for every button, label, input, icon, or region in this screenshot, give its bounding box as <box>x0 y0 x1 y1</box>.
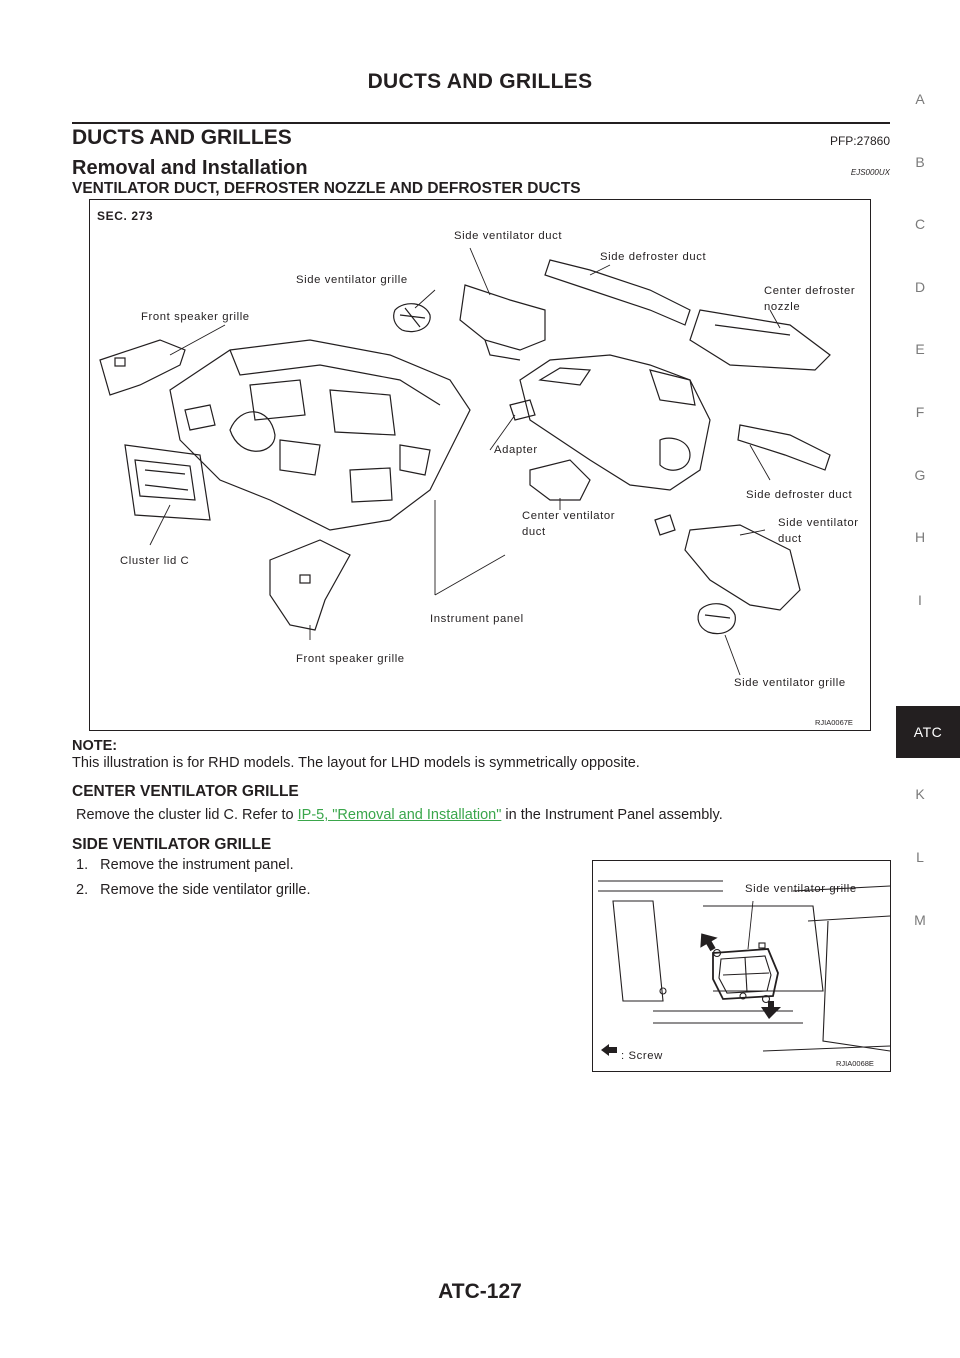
nav-g[interactable]: G <box>914 467 926 483</box>
nav-k[interactable]: K <box>915 786 925 802</box>
page-header-title: DUCTS AND GRILLES <box>367 70 593 93</box>
figure2-code: RJIA0068E <box>836 1059 874 1068</box>
nav-f[interactable]: F <box>915 404 925 420</box>
ventilator-heading: VENTILATOR DUCT, DEFROSTER NOZZLE AND DEFROSTER DUCTS <box>72 180 581 197</box>
center-grille-text <box>76 807 723 823</box>
note-label: NOTE: <box>72 738 118 754</box>
label-side-ventilator-grille-top: Side ventilator grille <box>296 274 408 286</box>
nav-a[interactable]: A <box>915 91 925 107</box>
subsection-title: Removal and Installation <box>72 157 308 179</box>
nav-e[interactable]: E <box>915 341 925 357</box>
figure-side-ventilator-grille <box>592 860 891 1072</box>
label-side-ventilator-duct-top: Side ventilator duct <box>454 230 563 242</box>
nav-l[interactable]: L <box>916 849 924 865</box>
figure-sec-number: SEC. 273 <box>97 209 154 223</box>
label-center-ventilator-duct-2: duct <box>522 526 546 538</box>
nav-atc-active[interactable]: ATC <box>896 706 960 758</box>
header-rule <box>72 122 890 124</box>
page-number: ATC-127 <box>438 1280 522 1303</box>
nav-m[interactable]: M <box>914 912 926 928</box>
label-cluster-lid-c: Cluster lid C <box>120 555 190 567</box>
center-grille-heading: CENTER VENTILATOR GRILLE <box>72 783 299 800</box>
nav-d[interactable]: D <box>914 279 926 295</box>
legend-screw: : Screw <box>621 1050 663 1062</box>
pfp-code: PFP:27860 <box>829 134 890 148</box>
label-side-ventilator-duct-right: Side ventilator <box>778 517 859 529</box>
note-text: This illustration is for RHD models. The layout for LHD models is symmetrically opposite. <box>72 755 640 771</box>
label-side-ventilator-grille-fig2: Side ventilator grille <box>745 883 857 895</box>
figure-ducts-grilles <box>89 199 871 731</box>
label-center-defroster-nozzle-2: nozzle <box>764 301 801 313</box>
label-side-ventilator-duct-right-2: duct <box>778 533 802 545</box>
ip5-link[interactable]: IP-5, "Removal and Installation" <box>297 807 502 823</box>
nav-c[interactable]: C <box>914 216 926 232</box>
nav-h[interactable]: H <box>914 529 926 545</box>
subsection-code: EJS000UX <box>850 168 890 177</box>
figure-code: RJIA0067E <box>815 718 853 727</box>
label-instrument-panel: Instrument panel <box>430 613 524 625</box>
center-grille-text-after: in the Instrument Panel assembly. <box>501 807 723 823</box>
label-side-defroster-duct-top: Side defroster duct <box>600 251 707 263</box>
label-side-defroster-duct-bottom: Side defroster duct <box>746 489 853 501</box>
step-2: 2. Remove the side ventilator grille. <box>76 882 311 898</box>
nav-i[interactable]: I <box>918 592 922 608</box>
label-center-ventilator-duct: Center ventilator <box>522 510 616 522</box>
label-side-ventilator-grille-bottom: Side ventilator grille <box>734 677 846 689</box>
side-grille-heading: SIDE VENTILATOR GRILLE <box>72 836 272 853</box>
label-adapter: Adapter <box>494 444 538 456</box>
label-front-speaker-grille-bottom: Front speaker grille <box>296 653 405 665</box>
nav-b[interactable]: B <box>915 154 925 170</box>
center-grille-text-before: Remove the cluster lid C. Refer to <box>76 807 298 823</box>
step-1: 1. Remove the instrument panel. <box>76 857 294 873</box>
label-center-defroster-nozzle: Center defroster <box>764 285 856 297</box>
section-title: DUCTS AND GRILLES <box>72 126 292 149</box>
label-front-speaker-grille-top: Front speaker grille <box>141 311 250 323</box>
exploded-view-illustration <box>90 200 870 730</box>
